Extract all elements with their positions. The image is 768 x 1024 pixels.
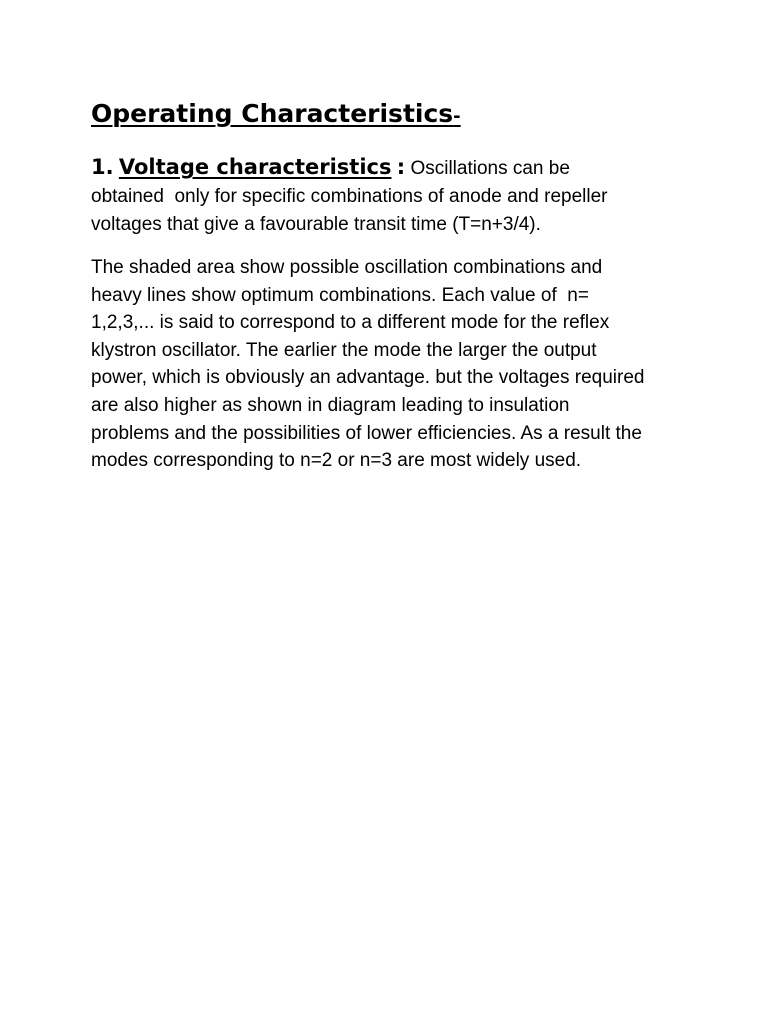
section-text-line-3: voltages that give a favourable transit time (T=n+3/4). — [91, 214, 541, 235]
body-line-5: power, which is obviously an advantage. but the voltages required — [91, 367, 645, 389]
section-colon: : — [396, 155, 406, 179]
body-paragraph — [91, 254, 691, 475]
title-text: Operating Characteristics — [91, 99, 454, 128]
title-suffix: - — [453, 106, 461, 127]
section-subtitle: Voltage characteristics — [118, 155, 392, 179]
section-number: 1. — [91, 155, 114, 179]
section-text-line-1: Oscillations can be — [410, 158, 570, 179]
body-line-8: modes corresponding to n=2 or n=3 are most widely used. — [91, 450, 582, 472]
body-line-4: klystron oscillator. The earlier the mode the larger the output — [91, 339, 597, 361]
body-line-1: The shaded area show possible oscillation combinations and — [91, 257, 603, 278]
section-paragraph — [91, 153, 691, 239]
page-title — [91, 96, 461, 135]
section-text-line-2: obtained only for specific combinations of anode and repeller — [91, 186, 608, 207]
body-line-6: are also higher as shown in diagram leading to insulation — [91, 394, 570, 416]
body-line-7: problems and the possibilities of lower efficiencies. As a result the — [91, 422, 642, 444]
body-line-2: heavy lines show optimum combinations. Each value of n= — [91, 284, 589, 306]
section-first-line — [91, 153, 691, 183]
body-line-3: 1,2,3,... is said to correspond to a different mode for the reflex — [91, 312, 610, 334]
